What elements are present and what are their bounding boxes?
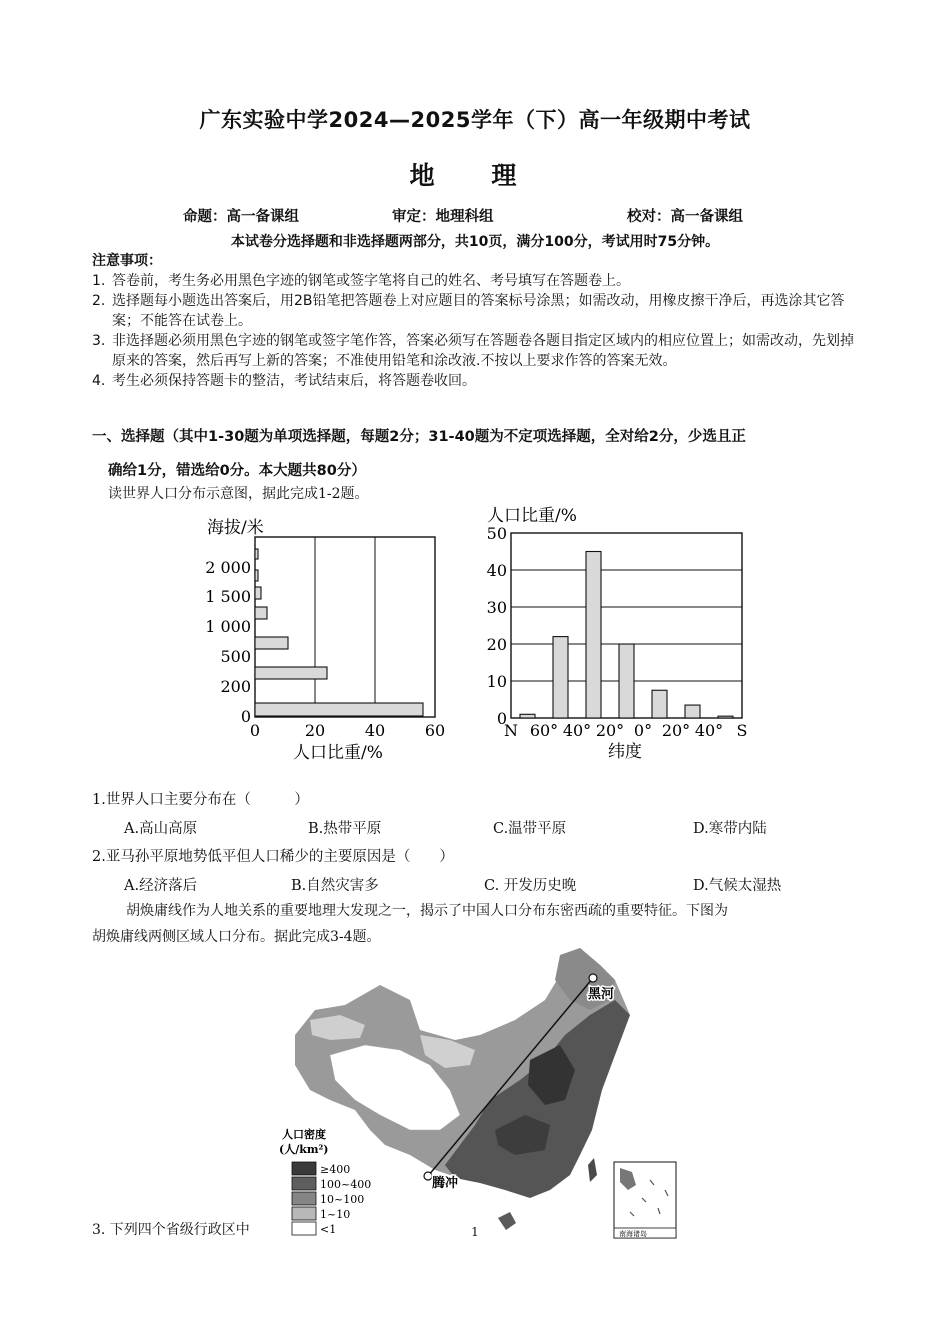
chart2-ytick-label: 0 xyxy=(496,709,507,728)
chart2-bar-6 xyxy=(718,716,733,718)
chart1-bar-6 xyxy=(255,549,258,559)
page-number: 1 xyxy=(471,1225,479,1239)
chart1-bar-2 xyxy=(255,637,288,649)
chart1-ytick-label: 200 xyxy=(220,677,251,696)
question-1: 1.世界人口主要分布在（ ） xyxy=(92,792,309,808)
chart1-bar-0 xyxy=(255,703,423,716)
chart2-ytick-label: 10 xyxy=(486,672,507,691)
author-info: 命题：高一备课组 xyxy=(183,209,299,225)
option-2d: D.气候太湿热 xyxy=(693,878,782,894)
chart2-ylabel: 人口比重/% xyxy=(487,506,577,526)
chart2-bar-1 xyxy=(553,637,568,718)
city-tengchong-label: 腾冲 xyxy=(432,1176,459,1191)
chart2-xtick-label: S xyxy=(736,721,748,740)
legend-label: ≥400 xyxy=(320,1163,351,1176)
option-1d: D.寒带内陆 xyxy=(693,821,767,837)
legend-label: 10~100 xyxy=(320,1193,365,1206)
notes-block xyxy=(92,251,867,391)
tengchong-marker xyxy=(424,1172,432,1180)
city-heihe-label: 黑河 xyxy=(588,987,615,1002)
notes-title: 注意事项： xyxy=(92,253,162,269)
chart2-bar-2 xyxy=(586,552,601,719)
chart1-xtick-label: 40 xyxy=(364,721,386,740)
chart1-bars xyxy=(255,549,423,716)
chart2-xtick-label: 20° xyxy=(661,721,691,740)
option-1b: B.热带平原 xyxy=(308,821,382,837)
map-taiwan xyxy=(588,1158,597,1182)
chart1-ytick-label: 0 xyxy=(240,707,251,726)
chart1-ylabel: 海拔/米 xyxy=(207,518,264,538)
chart2-xtick-label: 60° xyxy=(529,721,559,740)
question-3: 3. 下列四个省级行政区中 xyxy=(92,1222,250,1238)
note-item: 3. 非选择题必须用黑色字迹的钢笔或签字笔作答，答案必须写在答题卷各题目指定区域内的相应位置上；如需改动，先划掉原来的答案，然后再写上新的答案；不准使用铅笔和涂改液.不按以上要求作答的答案无效。 xyxy=(92,333,854,369)
chart2-bars xyxy=(520,552,733,719)
chart1-ytick-label: 2 000 xyxy=(205,558,251,577)
section-heading: 一、选择题（其中1-30题为单项选择题，每题2分；31-40题为不定项选择题，全对给2分，少选且正 确给1分，错选给0分。本大题共80分） xyxy=(92,429,746,479)
chart2-xlabel: 纬度 xyxy=(608,742,642,762)
proofreader-info: 校对：高一备课组 xyxy=(627,209,743,225)
question-2: 2.亚马孙平原地势低平但人口稀少的主要原因是（ ） xyxy=(92,849,454,865)
chart2-ytick-label: 20 xyxy=(486,635,507,654)
inset-label: 南海诸岛 xyxy=(619,1230,647,1238)
legend-unit: (人/km²) xyxy=(279,1143,329,1156)
chart1-ytick-label: 500 xyxy=(220,647,251,666)
option-2a: A.经济落后 xyxy=(124,878,198,894)
chart1-bar-1 xyxy=(255,667,327,679)
chart2-yticks xyxy=(487,524,507,728)
chart1-xtick-label: 20 xyxy=(304,721,326,740)
legend-swatch xyxy=(292,1207,316,1220)
legend-label: 100~400 xyxy=(320,1178,372,1191)
chart2-xtick-label: 20° xyxy=(595,721,625,740)
chart2-ytick-label: 50 xyxy=(486,524,507,543)
chart1-xtick-label: 60 xyxy=(424,721,446,740)
subject-title: 地 理 xyxy=(409,161,541,190)
population-density-map xyxy=(270,940,690,1240)
option-2c: C. 开发历史晚 xyxy=(484,878,577,894)
chart2-xtick-label: N xyxy=(504,721,518,740)
chart1-bar-3 xyxy=(255,607,267,619)
china-map-svg xyxy=(270,940,690,1240)
option-1c: C.温带平原 xyxy=(493,821,567,837)
population-charts xyxy=(195,500,775,770)
legend-label: 1~10 xyxy=(320,1208,351,1221)
legend-swatch xyxy=(292,1192,316,1205)
chart2-bar-5 xyxy=(685,705,700,718)
chart2-xtick-label: 0° xyxy=(633,721,653,740)
exam-info: 本试卷分选择题和非选择题两部分，共10页，满分100分，考试用时75分钟。 xyxy=(230,234,720,250)
chart1-bar-4 xyxy=(255,587,261,599)
note-item: 4. 考生必须保持答题卡的整洁，考试结束后，将答题卷收回。 xyxy=(92,373,476,389)
chart1-xlabel: 人口比重/% xyxy=(293,743,383,763)
chart2-xtick-label: 40° xyxy=(562,721,592,740)
charts-svg xyxy=(195,500,775,770)
legend-title: 人口密度 xyxy=(282,1128,326,1141)
chart2-xtick-label: 40° xyxy=(694,721,724,740)
chart1-yticks xyxy=(205,558,251,726)
legend-swatch xyxy=(292,1162,316,1175)
reviewer-info: 审定：地理科组 xyxy=(392,209,494,225)
heihe-marker xyxy=(589,974,597,982)
chart1-ytick-label: 1 000 xyxy=(205,617,251,636)
legend-swatch xyxy=(292,1177,316,1190)
option-1a: A.高山高原 xyxy=(124,821,198,837)
chart1-frame xyxy=(255,537,435,717)
chart1-bar-5 xyxy=(255,570,258,581)
legend-label: <1 xyxy=(320,1223,337,1236)
chart1-xtick-label: 0 xyxy=(249,721,261,740)
chart2-bar-4 xyxy=(652,690,667,718)
chart2-bar-0 xyxy=(520,714,535,718)
chart2-ytick-label: 40 xyxy=(486,561,507,580)
chart2-bar-3 xyxy=(619,644,634,718)
intro-q3-4: 胡焕庸线作为人地关系的重要地理大发现之一，揭示了中国人口分布东密西疏的重要特征。下图为 胡焕庸线两侧区域人口分布。据此完成3-4题。 xyxy=(92,903,728,945)
note-item: 2. 选择题每小题选出答案后，用2B铅笔把答题卷上对应题目的答案标号涂黑；如需改动，用橡皮擦干净后，再选涂其它答案；不能答在试卷上。 xyxy=(92,293,845,329)
note-item: 1. 答卷前，考生务必用黑色字迹的钢笔或签字笔将自己的姓名、考号填写在答题卷上。 xyxy=(92,273,630,289)
chart1-xticks xyxy=(250,721,445,740)
chart1-ytick-label: 1 500 xyxy=(205,587,251,606)
intro-q1-2: 读世界人口分布示意图，据此完成1-2题。 xyxy=(108,486,369,502)
option-2b: B.自然灾害多 xyxy=(291,878,379,894)
chart2-xticks xyxy=(504,721,747,740)
chart2-ytick-label: 30 xyxy=(486,598,507,617)
exam-title: 广东实验中学2024—2025学年（下）高一年级期中考试 xyxy=(199,108,751,132)
